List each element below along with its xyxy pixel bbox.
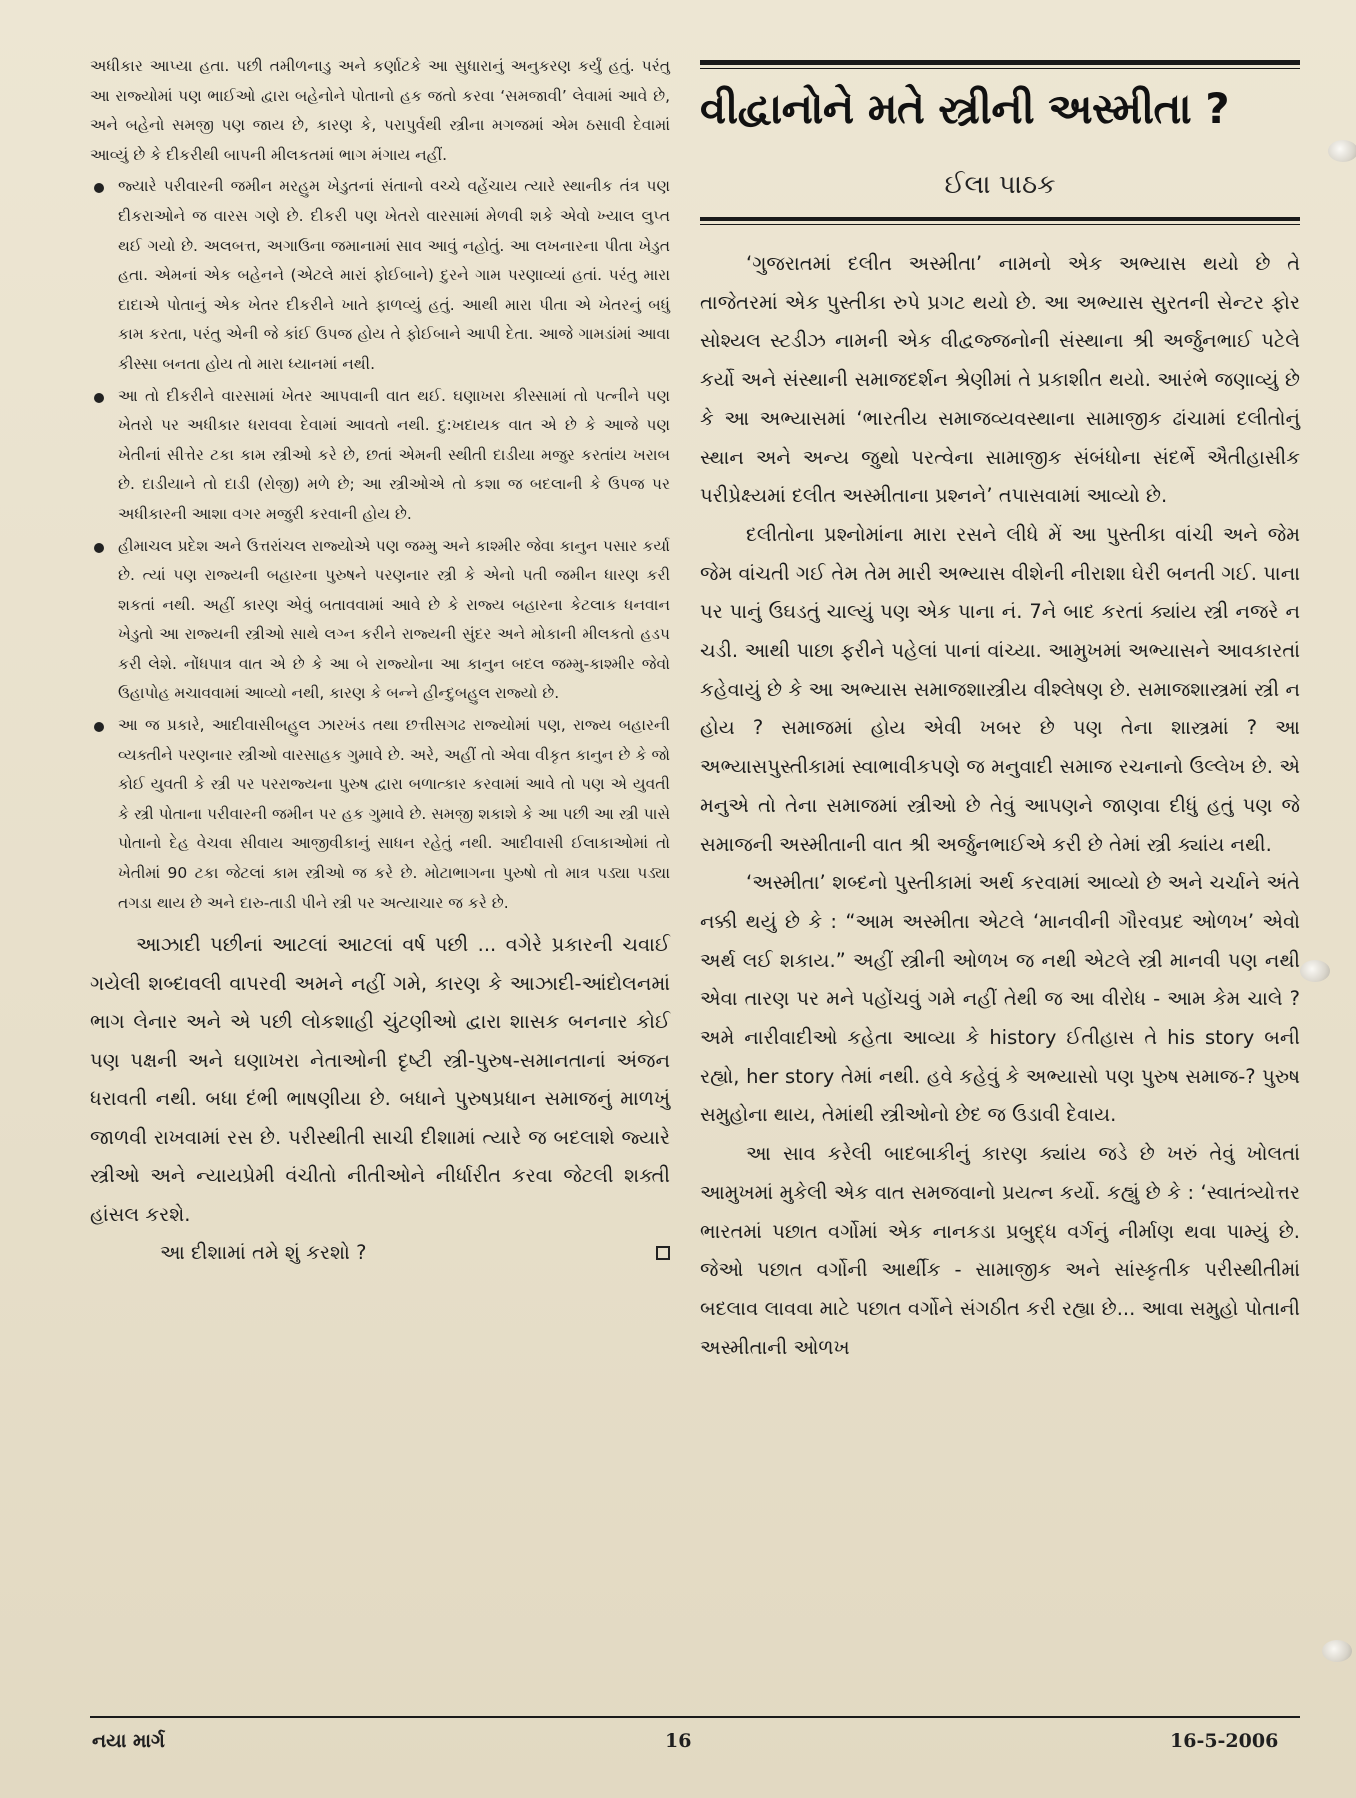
bullet-list [90,172,670,918]
bullet-text: આ તો દીકરીને વારસામાં ખેતર આપવાની વાત થઈ. ઘણાખરા કીસ્સામાં તો પત્નીને પણ ખેતરો પર અધીકાર ધરાવવા દેવામાં આવતો નથી. દુ:ખદાયક વાત એ છે કે આજે પણ ખેતીનાં સીત્તેર ટકા કામ સ્ત્રીઓ કરે છે, છતાં એમની સ્થીતી દાડીયા મજુર કરતાંય ખરાબ છે. દાડીયાને તો દાડી (રોજી) મળે છે; આ સ્ત્રીઓએ તો કશા જ બદલાની કે ઉપજ પર અધીકારની આશા વગર મજુરી કરવાની હોય છે. [118,386,670,523]
intro-paragraph: અધીકાર આપ્યા હતા. પછી તમીળનાડુ અને કર્ણાટકે આ સુધારાનું અનુકરણ કર્યું હતું. પરંતુ આ રાજ્યોમાં પણ ભાઈઓ દ્વારા બહેનોને પોતાનો હક જતો કરવા ‘સમજાવી’ લેવામાં આવે છે, અને બહેનો સમજી પણ જાય છે, કારણ કે, પરાપુર્વથી સ્ત્રીના મગજમાં એમ ઠસાવી દેવામાં આવ્યું છે કે દીકરીથી બાપની મીલકતમાં ભાગ મંગાય નહીં. [90,57,670,164]
bullet-item [90,532,670,710]
bullet-text: જ્યારે પરીવારની જમીન મરહુમ ખેડુતનાં સંતાનો વચ્ચે વહેંચાય ત્યારે સ્થાનીક તંત્ર પણ દીકરાઓને જ વારસ ગણે છે. દીકરી પણ ખેતરો વારસામાં મેળવી શકે એવો ખ્યાલ લુપ્ત થઈ ગયો છે. અલબત્ત, અગાઉના જમાનામાં સાવ આવું નહોતું. આ લખનારના પીતા ખેડુત હતા. એમનાં એક બહેનને (એટલે મારાં ફોઈબાને) દુરને ગામ પરણાવ્યાં હતાં. પરંતુ મારા દાદાએ પોતાનું એક ખેતર દીકરીને ખાતે ફાળવ્યું હતું. આથી મારા પીતા એ ખેતરનું બધું કામ કરતા, પરંતુ એની જે કાંઈ ઉપજ હોય તે ફોઈબાને આપી દેતા. આજે ગામડાંમાં આવા કીસ્સા બનતા હોય તો મારા ધ્યાનમાં નથી. [118,177,670,373]
bullet-dot-icon [94,393,104,403]
title-rule-top-thin [700,68,1300,69]
bullet-text: આ જ પ્રકારે, આદીવાસીબહુલ ઝારખંડ તથા છત્તીસગઢ રાજ્યોમાં પણ, રાજ્ય બહારની વ્યક્તીને પરણનાર સ્ત્રીઓ વારસાહક ગુમાવે છે. અરે, અહીં તો એવા વીકૃત કાનુન છે કે જો કોઈ યુવતી કે સ્ત્રી પર પરરાજ્યના પુરુષ દ્વારા બળાત્કાર કરવામાં આવે તો પણ એ યુવતી કે સ્ત્રી પોતાના પરીવારની જમીન પર હક ગુમાવે છે. સમજી શકાશે કે આ પછી આ સ્ત્રી પાસે પોતાનો દેહ વેચવા સીવાય આજીવીકાનું સાધન રહેતું નથી. આદીવાસી ઈલાકાઓમાં તો ખેતીમાં 90 ટકા જેટલાં કામ સ્ત્રીઓ જ કરે છે. મોટાભાગના પુરુષો તો માત્ર પડ્યા પડ્યા તગડા થાય છે અને દારુ-તાડી પીને સ્ત્રી પર અત્યાચાર જ કરે છે. [118,716,670,912]
bullet-item [90,172,670,379]
title-rule-bottom-thin [700,224,1300,225]
footer-page-number: 16 [665,1730,692,1752]
bullet-item [90,382,670,530]
end-of-article-icon [656,1246,670,1260]
bullet-dot-icon [94,722,104,732]
staple-hole-icon [1328,140,1356,162]
body-paragraph: દલીતોના પ્રશ્નોમાંના મારા રસને લીધે મેં આ પુસ્તીકા વાંચી અને જેમ જેમ વાંચતી ગઈ તેમ તેમ મારી અભ્યાસ વીશેની નીરાશા ઘેરી બનતી ગઈ. પાના પર પાનું ઉઘડતું ચાલ્યું પણ એક પાના નં. 7ને બાદ કરતાં ક્યાંય સ્ત્રી નજરે ન ચડી. આથી પાછા ફરીને પહેલાં પાનાં વાંચ્યા. આમુખમાં અભ્યાસને આવકારતાં કહેવાયું છે કે આ અભ્યાસ સમાજશાસ્ત્રીય વીશ્લેષણ છે. સમાજશાસ્ત્રમાં સ્ત્રી ન હોય ? સમાજમાં હોય એવી ખબર છે પણ તેના શાસ્ત્રમાં ? આ અભ્યાસપુસ્તીકામાં સ્વાભાવીકપણે જ મનુવાદી સમાજ રચનાનો ઉલ્લેખ છે. એ મનુએ તો તેના સમાજમાં સ્ત્રીઓ છે તેવું આપણને જાણવા દીધું હતું પણ જે સમાજની અસ્મીતાની વાત શ્રી અર્જુનભાઈએ કરી છે તેમાં સ્ત્રી ક્યાંય નથી. [700,522,1300,856]
left-column [90,52,670,1272]
title-rule-top [700,60,1300,65]
bullet-text: હીમાચલ પ્રદેશ અને ઉત્તરાંચલ રાજ્યોએ પણ જમ્મુ અને કાશ્મીર જેવા કાનુન પસાર કર્યા છે. ત્યાં પણ રાજ્યની બહારના પુરુષને પરણનાર સ્ત્રી કે એનો પતી જમીન ધારણ કરી શકતાં નથી. અહીં કારણ એવું બતાવવામાં આવે છે કે રાજ્ય બહારના કેટલાક ધનવાન ખેડુતો આ રાજ્યની સ્ત્રીઓ સાથે લગ્ન કરીને રાજ્યની સુંદર અને મોકાની મીલકતો હડપ કરી લેશે. નોંધપાત્ર વાત એ છે કે આ બે રાજ્યોના આ કાનુન બદલ જમ્મુ-કાશ્મીર જેવો ઉહાપોહ મચાવવામાં આવ્યો નથી, કારણ કે બન્ને હીન્દુબહુલ રાજ્યો છે. [118,536,670,703]
footer-publication: નયા માર્ગ [92,1730,165,1752]
right-column [700,60,1300,1367]
footer-date: 16-5-2006 [1170,1730,1279,1752]
staple-hole-icon [1300,960,1330,982]
body-paragraph: ‘ગુજરાતમાં દલીત અસ્મીતા’ નામનો એક અભ્યાસ થયો છે તે તાજેતરમાં એક પુસ્તીકા રુપે પ્રગટ થયો છે. આ અભ્યાસ સુરતની સેન્ટર ફોર સોશ્યલ સ્ટડીઝ નામની એક વીદ્વજ્જનોની સંસ્થાના શ્રી અર્જુનભાઈ પટેલે કર્યો અને સંસ્થાની સમાજદર્શન શ્રેણીમાં તે પ્રકાશીત થયો. આરંભે જણાવ્યું છે કે આ અભ્યાસમાં ‘ભારતીય સમાજવ્યવસ્થાના સામાજીક ઢાંચામાં દલીતોનું સ્થાન અને અન્ય જુથો પરત્વેના સામાજીક સંબંધોના સંદર્ભે ઐતીહાસીક પરીપ્રેક્ષ્યમાં દલીત અસ્મીતાના પ્રશ્નને’ તપાસવામાં આવ્યો છે. [700,252,1300,508]
closing-text: આ દીશામાં તમે શું કરશો ? [160,1241,367,1265]
bullet-item [90,711,670,918]
title-rule-bottom [700,217,1300,221]
staple-hole-icon [1322,1640,1352,1662]
article-author: ઈલા પાઠક [944,170,1056,200]
body-paragraph: આ સાવ કરેલી બાદબાકીનું કારણ ક્યાંય જડે છે ખરું તેવું ખોલતાં આમુખમાં મુકેલી એક વાત સમજવાનો પ્રયત્ન કર્યો. કહ્યું છે કે : ‘સ્વાતંત્ર્યોત્તર ભારતમાં પછાત વર્ગોમાં એક નાનકડા પ્રબુદ્ધ વર્ગનું નીર્માણ થવા પામ્યું છે. જેઓ પછાત વર્ગોની આર્થીક - સામાજીક અને સાંસ્કૃતીક પરીસ્થીતીમાં બદલાવ લાવવા માટે પછાત વર્ગોને સંગઠીત કરી રહ્યા છે... આવા સમુહો પોતાની અસ્મીતાની ઓળખ [700,1142,1300,1359]
footer-rule [90,1716,1300,1718]
conclusion-paragraph: આઝાદી પછીનાં આટલાં આટલાં વર્ષ પછી ... વગેરે પ્રકારની ચવાઈ ગયેલી શબ્દાવલી વાપરવી અમને નહીં ગમે, કારણ કે આઝાદી-આંદોલનમાં ભાગ લેનાર અને એ પછી લોકશાહી ચુંટણીઓ દ્વારા શાસક બનનાર કોઈ પણ પક્ષની અને ઘણાખરા નેતાઓની દૃષ્ટી સ્ત્રી-પુરુષ-સમાનતાનાં અંજન ધરાવતી નથી. બધા દંભી ભાષણીયા છે. બધાને પુરુષપ્રધાન સમાજનું માળખું જાળવી રાખવામાં રસ છે. પરીસ્થીતી સાચી દીશામાં ત્યારે જ બદલાશે જ્યારે સ્ત્રીઓ અને ન્યાયપ્રેમી વંચીતો નીતીઓને નીર્ધારીત કરવા જેટલી શક્તી હાંસલ કરશે. [90,933,670,1226]
bullet-dot-icon [94,183,104,193]
closing-question [90,1234,670,1272]
article-title: વીદ્વાનોને મતે સ્ત્રીની અસ્મીતા ? [700,84,1230,133]
bullet-dot-icon [94,543,104,553]
body-paragraph: ‘અસ્મીતા’ શબ્દનો પુસ્તીકામાં અર્થ કરવામાં આવ્યો છે અને ચર્ચાને અંતે નક્કી થયું છે કે : “આમ અસ્મીતા એટલે ‘માનવીની ગૌરવપ્રદ ઓળખ’ એવો અર્થ લઈ શકાય.” અહીં સ્ત્રીની ઓળખ જ નથી એટલે સ્ત્રી માનવી પણ નથી એવા તારણ પર મને પહોંચવું ગમે નહીં તેથી જ આ વીરોધ - આમ કેમ ચાલે ? અમે નારીવાદીઓ કહેતા આવ્યા કે history ઈતીહાસ તે his story બની રહ્યો, her story તેમાં નથી. હવે કહેવું કે અભ્યાસો પણ પુરુષ સમાજ-? પુરુષ સમુહોના થાય, તેમાંથી સ્ત્રીઓનો છેદ જ ઉડાવી દેવાય. [700,871,1300,1127]
